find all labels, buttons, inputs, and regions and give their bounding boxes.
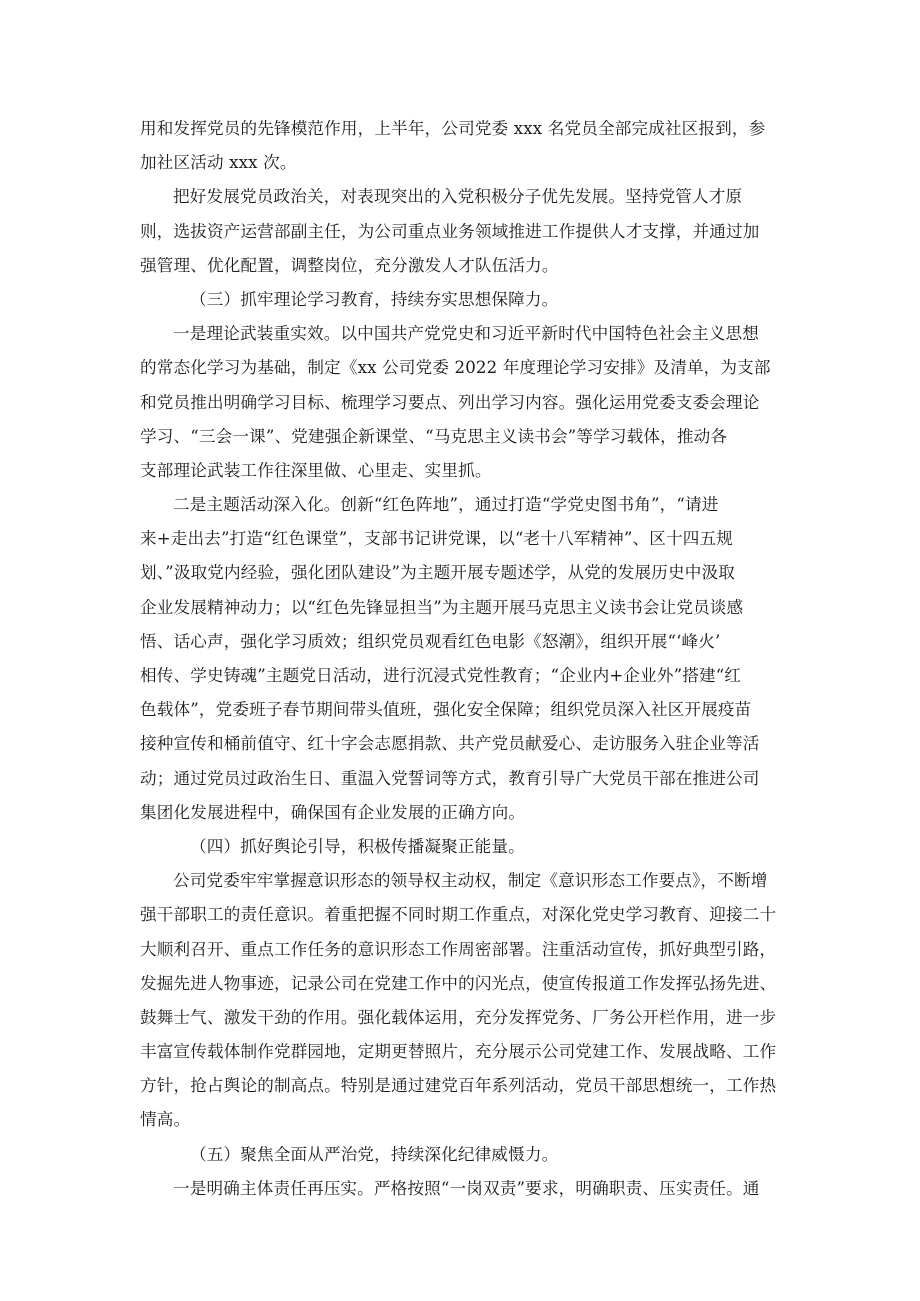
- body-line: 加社区活动 xxx 次。: [140, 153, 297, 173]
- body-line: 强管理、优化配置，调整岗位，充分激发人才队伍活力。: [140, 255, 559, 275]
- section-heading: （五）聚焦全面从严治党，持续深化纪律威慑力。: [190, 1144, 559, 1164]
- paragraph-start-line: 一是理论武装重实效。以中国共产党党史和习近平新时代中国特色社会主义思想: [173, 324, 760, 344]
- section-heading: （四）抓好舆论引导，积极传播凝聚正能量。: [190, 836, 525, 856]
- body-line: 情高。: [140, 1110, 191, 1130]
- body-line: 大顺利召开、重点工作任务的意识形态工作周密部署。注重活动宣传，抓好典型引路，: [140, 939, 777, 959]
- body-line: 则，选拔资产运营部副主任，为公司重点业务领域推进工作提供人才支撑，并通过加: [140, 221, 760, 241]
- body-line: 丰富宣传载体制作党群园地，定期更替照片，充分展示公司党建工作、发展战略、工作: [140, 1042, 777, 1062]
- body-line: 相传、学史铸魂”主题党日活动，进行沉浸式党性教育；“企业内+企业外”搭建“红: [140, 666, 742, 685]
- body-line: 方针，抢占舆论的制高点。特别是通过建党百年系列活动，党员干部思想统一，工作热: [140, 1076, 777, 1096]
- document-body: [140, 112, 800, 1206]
- paragraph-start-line: 二是主题活动深入化。创新“红色阵地”，通过打造“学党史图书角”，“请进: [173, 495, 719, 515]
- body-line: 色载体”，党委班子春节期间带头值班，强化安全保障；组织党员深入社区开展疫苗: [140, 700, 752, 720]
- body-line: 划、”汲取党内经验，强化团队建设”为主题开展专题述学，从党的发展历史中汲取: [140, 563, 735, 583]
- body-line: 用和发挥党员的先锋模范作用，上半年，公司党委 xxx 名党员全部完成社区报到，参: [140, 119, 766, 138]
- body-line: 企业发展精神动力；以“红色先锋显担当”为主题开展马克思主义读书会让党员谈感: [140, 597, 744, 617]
- body-line: 学习、“三会一课”、党建强企新课堂、“马克思主义读书会”等学习载体，推动各: [140, 426, 728, 446]
- body-line: 和党员推出明确学习目标、梳理学习要点、列出学习内容。强化运用党委支委会理论: [140, 392, 760, 412]
- section-heading: （三）抓牢理论学习教育，持续夯实思想保障力。: [190, 289, 559, 309]
- body-line: 的常态化学习为基础，制定《xx 公司党委 2022 年度理论学习安排》及清单，为支部: [140, 358, 771, 378]
- body-line: 发掘先进人物事迹，记录公司在党建工作中的闪光点，使宣传报道工作发挥弘扬先进、: [140, 973, 777, 993]
- paragraph-start-line: 把好发展党员政治关，对表现突出的入党积极分子优先发展。坚持党管人才原: [173, 187, 743, 207]
- body-line: 支部理论武装工作往深里做、心里走、实里抓。: [140, 460, 492, 480]
- body-line: 动；通过党员过政治生日、重温入党誓词等方式，教育引导广大党员干部在推进公司: [140, 768, 760, 788]
- body-line: 悟、话心声，强化学习质效；组织党员观看红色电影《怒潮》，组织开展“‘峰火’: [140, 631, 721, 651]
- body-line: 来+走出去”打造“红色课堂”，支部书记讲党课，以“老十八军精神”、区十四五规: [140, 529, 734, 549]
- body-line: 集团化发展进程中，确保国有企业发展的正确方向。: [140, 802, 526, 822]
- paragraph-start-line: 公司党委牢牢掌握意识形态的领导权主动权，制定《意识形态工作要点》，不断增: [173, 871, 768, 891]
- body-line: 接种宣传和桶前值守、红十字会志愿捐款、共产党员献爱心、走访服务入驻企业等活: [140, 734, 760, 754]
- body-line: 鼓舞士气、激发干劲的作用。强化载体运用，充分发挥党务、厂务公开栏作用，进一步: [140, 1007, 777, 1027]
- paragraph-start-line: 一是明确主体责任再压实。严格按照“一岗双责”要求，明确职责、压实责任。通: [173, 1178, 760, 1198]
- body-line: 强干部职工的责任意识。着重把握不同时期工作重点，对深化党史学习教育、迎接二十: [140, 905, 777, 925]
